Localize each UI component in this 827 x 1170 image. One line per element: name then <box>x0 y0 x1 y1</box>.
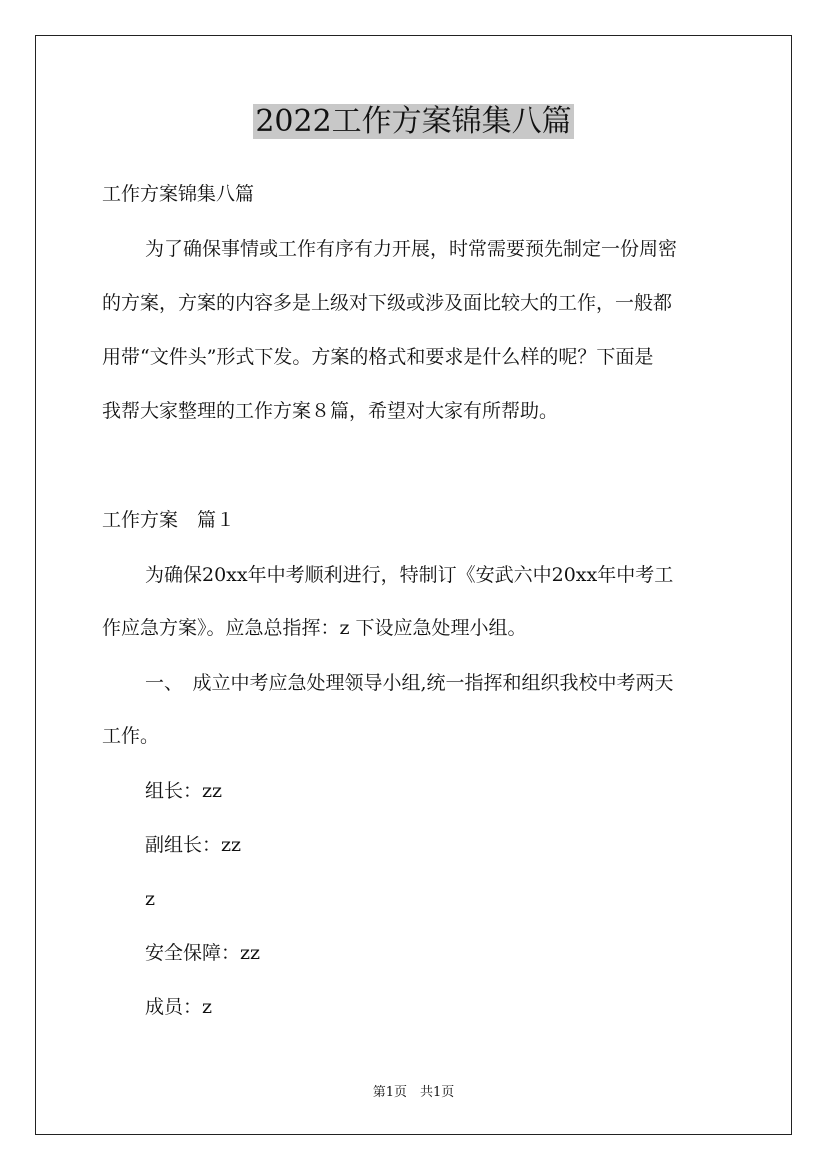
section-heading: 工作方案 篇１ <box>102 509 236 531</box>
section-line-4: 工作。 <box>102 725 160 747</box>
member-line: z <box>145 888 156 910</box>
safety-line: 安全保障：zz <box>145 942 261 964</box>
deputy-leader-line: 副组长：zz <box>145 834 242 856</box>
section-line-1: 为确保20xx年中考顺利进行，特制订《安武六中20xx年中考工 <box>145 564 674 586</box>
intro-line-4: 我帮大家整理的工作方案８篇，希望对大家有所帮助。 <box>102 400 559 422</box>
intro-line-3: 用带“文件头”形式下发。方案的格式和要求是什么样的呢？下面是 <box>102 346 654 368</box>
intro-line-2: 的方案，方案的内容多是上级对下级或涉及面比较大的工作，一般都 <box>102 292 673 314</box>
intro-line-1: 为了确保事情或工作有序有力开展，时常需要预先制定一份周密 <box>145 238 678 260</box>
document-title: 2022工作方案锦集八篇 <box>255 104 572 139</box>
section-line-3: 一、 成立中考应急处理领导小组,统一指挥和组织我校中考两天 <box>145 672 674 694</box>
document-subtitle: 工作方案锦集八篇 <box>102 183 255 205</box>
page-footer: 第1页 共1页 <box>372 1085 455 1100</box>
group-leader-line: 组长：zz <box>145 780 223 802</box>
section-line-2: 作应急方案》。应急总指挥：z 下设应急处理小组。 <box>102 617 527 639</box>
members-line: 成员：z <box>145 996 213 1018</box>
